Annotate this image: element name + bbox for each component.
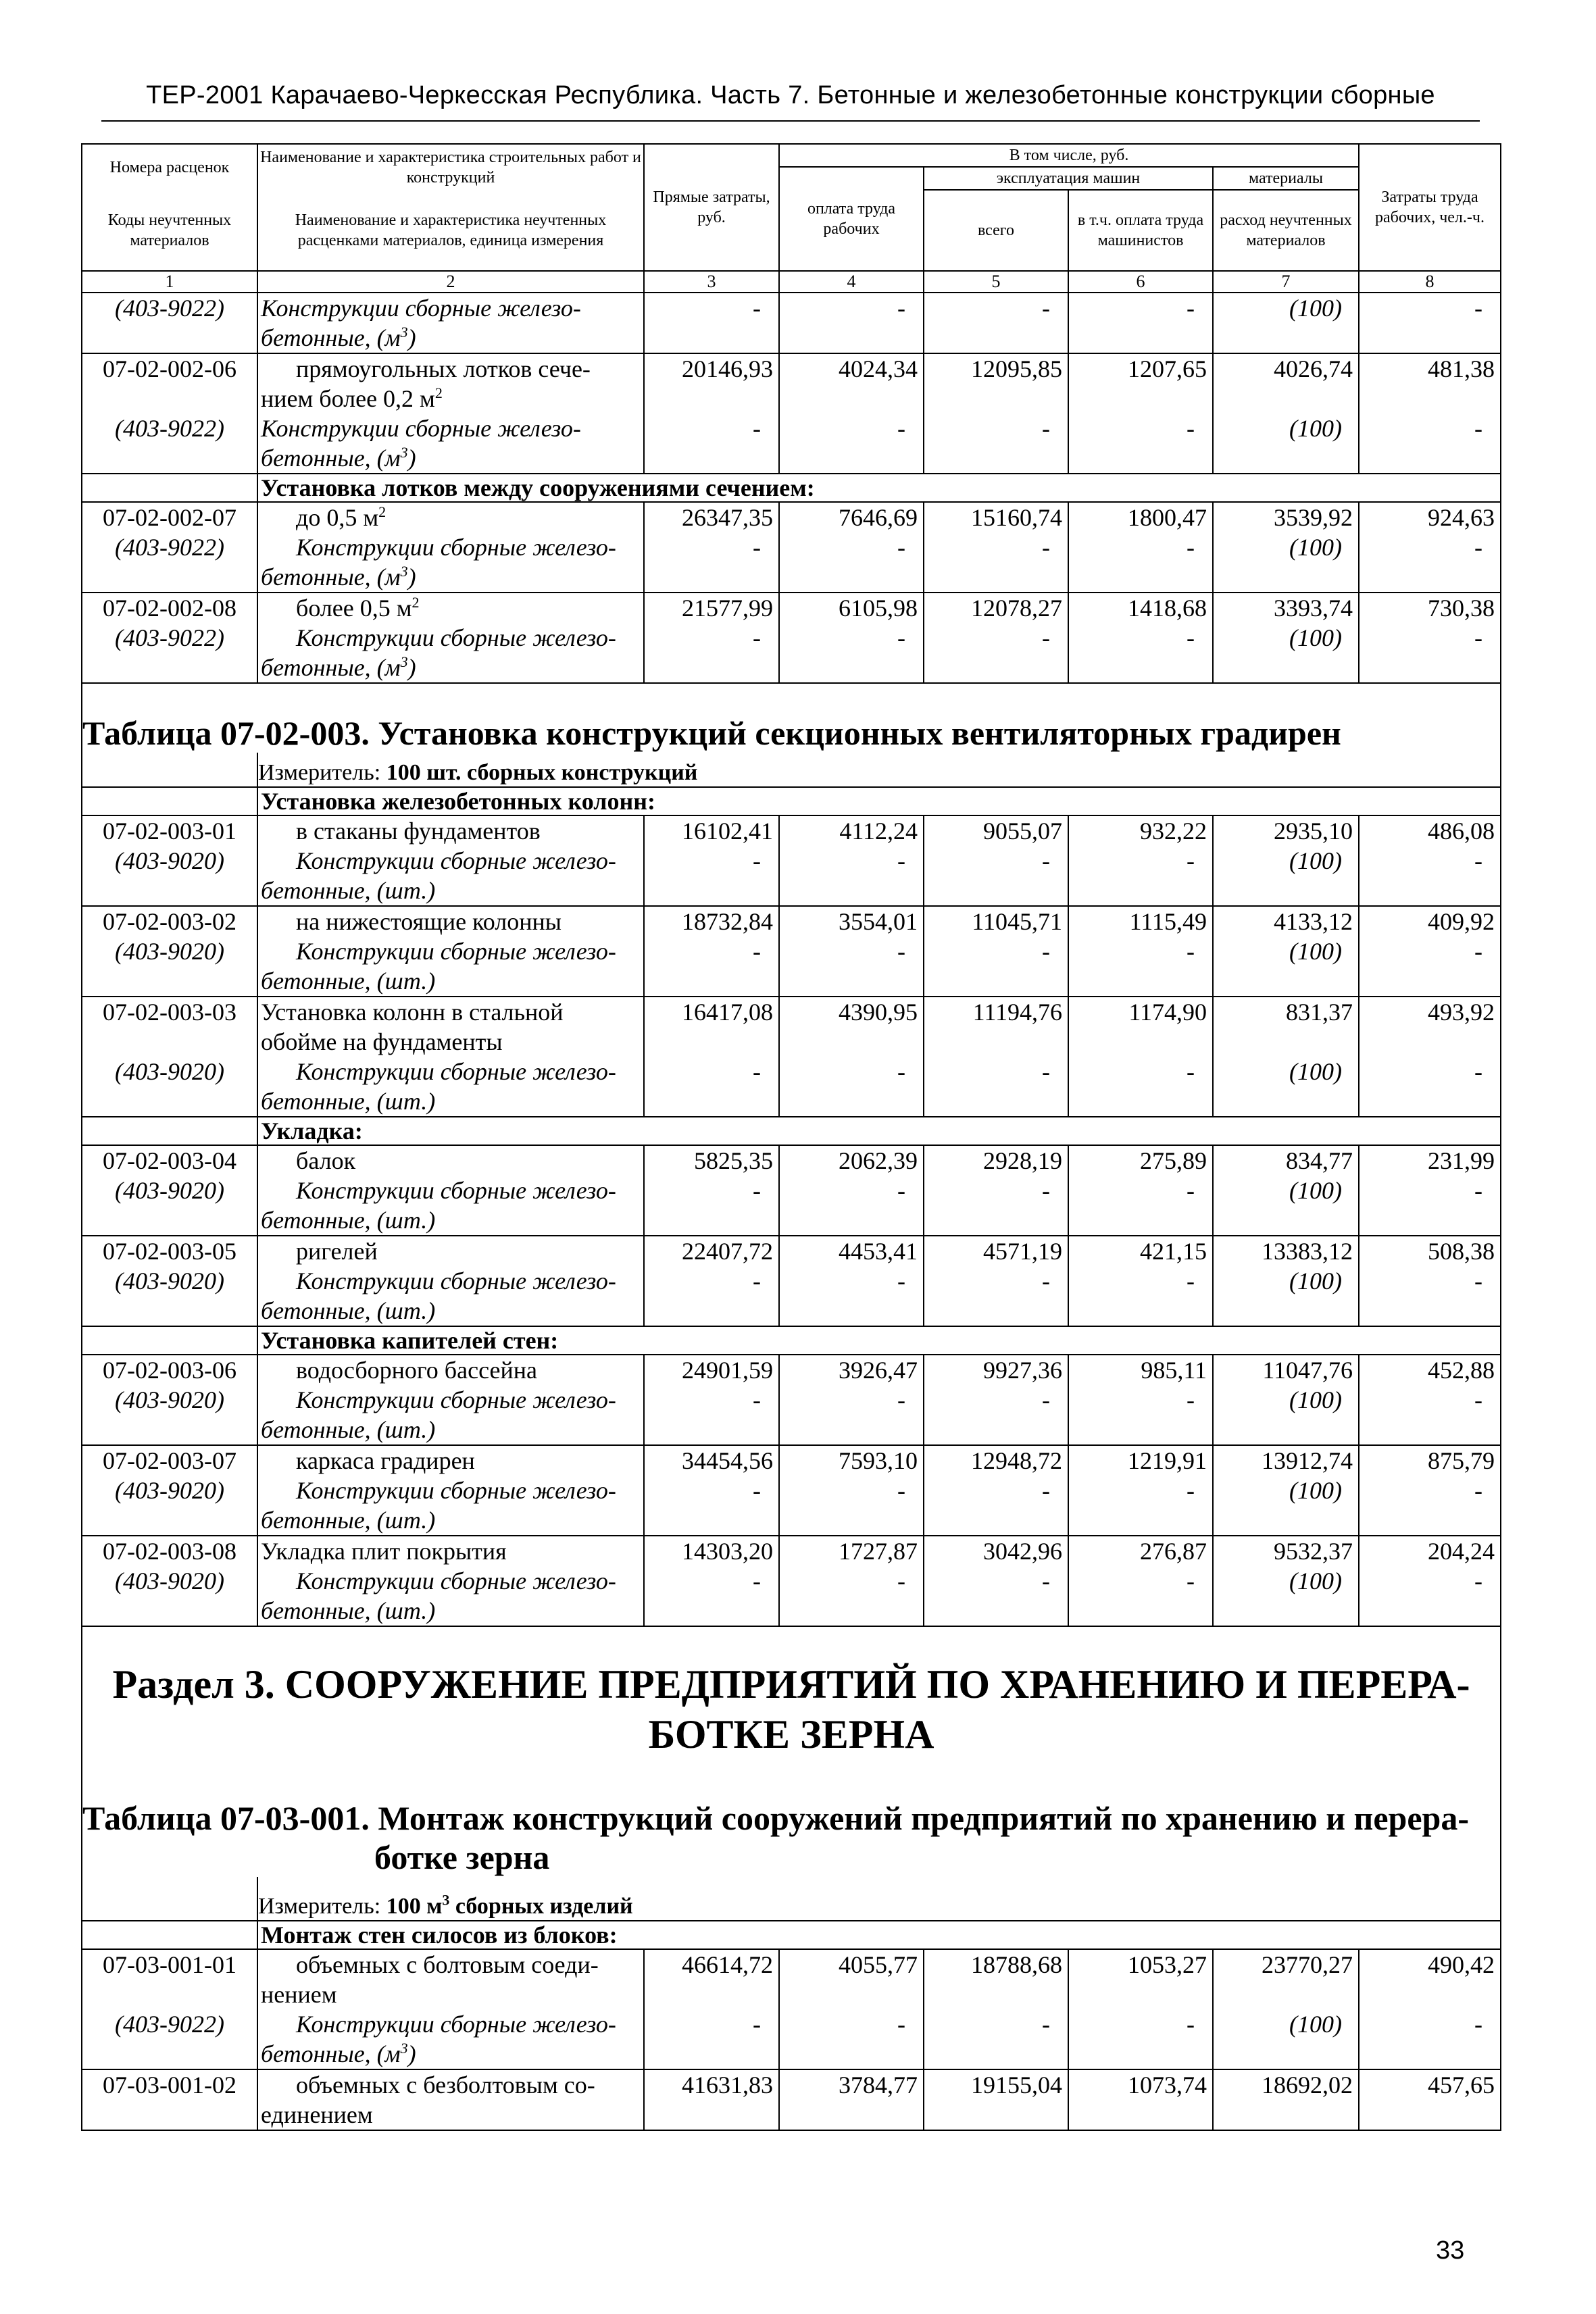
table-row: 07-02-003-01 в стаканы фундаментов 16102,41 4112,24 9055,07 932,22 2935,10 486,08: [82, 815, 1501, 846]
header-code-bottom: Коды неучтенных материалов: [82, 190, 257, 271]
table-row: (403-9020) Конструкции сборные железо- бетонные, (шт.) - - - - (100) -: [82, 1176, 1501, 1236]
table-row: (403-9022) Конструкции сборные железо- бетонные, $(м^3)$ - - - - (100) -: [82, 413, 1501, 474]
header-including: В том числе, руб.: [779, 144, 1359, 167]
measure-text: Измеритель: 100 $м^3$ сборных изделий: [257, 1877, 1501, 1921]
section-title-row: [82, 1626, 1501, 1784]
table-row: (403-9022) Конструкции сборные железо- бетонные, $(м^3)$ - - - - (100) -: [82, 623, 1501, 683]
table-row: 07-03-001-01 объемных с болтовым соеди- нением 46614,72 4055,77 18788,68 1053,27 23770,27 490,42: [82, 1949, 1501, 2009]
header-mach-labor: в т.ч. оплата труда машинистов: [1068, 190, 1213, 271]
rate-code: 07-02-002-06: [82, 353, 257, 413]
table-title-row: [82, 683, 1501, 753]
header-code-top: Номера расценок: [82, 144, 257, 190]
page-number: 33: [1436, 2236, 1465, 2265]
table-row: 07-02-003-06 водосборного бассейна 24901,59 3926,47 9927,36 985,11 11047,76 452,88: [82, 1355, 1501, 1385]
table-row: (403-9020) Конструкции сборные железо- бетонные, (шт.) - - - - (100) -: [82, 1385, 1501, 1445]
table-row: 07-02-002-08 более 0,5 $м^2$ 21577,99 6105,98 12078,27 1418,68 3393,74 730,38: [82, 593, 1501, 623]
table-row: 07-02-002-07 до 0,5 $м^2$ 26347,35 7646,69 15160,74 1800,47 3539,92 924,63: [82, 502, 1501, 532]
section-title: Раздел 3. СООРУЖЕНИЕ ПРЕДПРИЯТИЙ ПО ХРАНЕНИЮ И ПЕРЕРА- БОТКЕ ЗЕРНА: [82, 1626, 1501, 1784]
col-num-8: 8: [1359, 271, 1501, 293]
col-num-2: 2: [257, 271, 644, 293]
table-row: (403-9020) Конструкции сборные железо- бетонные, (шт.) - - - - (100) -: [82, 1566, 1501, 1626]
subheading-row: Установка железобетонных колонн:: [82, 787, 1501, 815]
measure-text: Измеритель: 100 шт. сборных конструкций: [257, 753, 1501, 787]
col-num-4: 4: [779, 271, 924, 293]
col-num-6: 6: [1068, 271, 1213, 293]
table-row: 07-02-003-05 ригелей 22407,72 4453,41 4571,19 421,15 13383,12 508,38: [82, 1236, 1501, 1266]
table-row: 07-02-003-07 каркаса градирен 34454,56 7593,10 12948,72 1219,91 13912,74 875,79: [82, 1445, 1501, 1476]
subheading-row: Монтаж стен силосов из блоков:: [82, 1921, 1501, 1949]
table-row: (403-9020) Конструкции сборные железо- бетонные, (шт.) - - - - (100) -: [82, 1057, 1501, 1117]
material-code: (403-9022): [82, 293, 257, 353]
price-table: [81, 143, 1501, 2131]
table-row: 07-02-002-06 прямоугольных лотков сече- нием более 0,2 $м^2$ 20146,93 4024,34 12095,85 1207,65 4026,74 481,38: [82, 353, 1501, 413]
table-title: Таблица 07-03-001. Монтаж конструкций сооружений предприятий по хранению и перера- ботке зерна: [82, 1784, 1501, 1877]
table-row: 07-03-001-02 объемных с безболтовым со- единением 41631,83 3784,77 19155,04 1073,74 18692,02 457,65: [82, 2069, 1501, 2130]
work-name: прямоугольных лотков сече- нием более 0,2 $м^2$: [257, 353, 644, 413]
table-row: (403-9020) Конструкции сборные железо- бетонные, (шт.) - - - - (100) -: [82, 846, 1501, 906]
page-header: ТЕР-2001 Карачаево-Черкесская Республика. Часть 7. Бетонные и железобетонные конструкции сборные: [146, 81, 1435, 109]
table-row: (403-9022) Конструкции сборные железо- бетонные, $(м^3)$ - - - - (100) -: [82, 532, 1501, 593]
table-title-row: [82, 1784, 1501, 1877]
col-num-5: 5: [924, 271, 1068, 293]
table-row: (403-9022) Конструкции сборные железо- бетонные, $(м^3)$ - - - - (100) -: [82, 2009, 1501, 2069]
header-labor: оплата труда рабочих: [779, 167, 924, 271]
col-num-3: 3: [644, 271, 779, 293]
table-row: 07-02-003-04 балок 5825,35 2062,39 2928,19 275,89 834,77 231,99: [82, 1145, 1501, 1176]
material-name: Конструкции сборные железо- бетонные, $(м^3)$: [257, 413, 644, 474]
header-rule: [101, 120, 1480, 122]
header-workhours: Затраты труда рабочих, чел.-ч.: [1359, 144, 1501, 271]
table-row: 07-02-003-03 Установка колонн в стальной обойме на фундаменты 16417,08 4390,95 11194,76 1174,90 831,37 493,92: [82, 997, 1501, 1057]
header-name-top: Наименование и характеристика строительных работ и конструкций: [257, 144, 644, 190]
subheading-row: Укладка:: [82, 1117, 1501, 1145]
table-row: 07-02-003-02 на нижестоящие колонны 18732,84 3554,01 11045,71 1115,49 4133,12 409,92: [82, 906, 1501, 936]
table-row: (403-9020) Конструкции сборные железо- бетонные, (шт.) - - - - (100) -: [82, 1266, 1501, 1326]
table-row: (403-9020) Конструкции сборные железо- бетонные, (шт.) - - - - (100) -: [82, 1476, 1501, 1536]
measure-row: [82, 1877, 1501, 1921]
table-row: (403-9022) Конструкции сборные железо- бетонные, $(м^3)$ - - - - (100) -: [82, 293, 1501, 353]
table-row: 07-02-003-08 Укладка плит покрытия 14303,20 1727,87 3042,96 276,87 9532,37 204,24: [82, 1536, 1501, 1566]
measure-row: [82, 753, 1501, 787]
header-machines: эксплуатация машин: [924, 167, 1213, 190]
header-materials: материалы: [1213, 167, 1359, 190]
header-mat-use: расход неучтенных материалов: [1213, 190, 1359, 271]
subheading-row: Установка лотков между сооружениями сечением:: [82, 474, 1501, 502]
subheading-row: Установка капителей стен:: [82, 1326, 1501, 1355]
col-num-1: 1: [82, 271, 257, 293]
header-mach-total: всего: [924, 190, 1068, 271]
table-row: (403-9020) Конструкции сборные железо- бетонные, (шт.) - - - - (100) -: [82, 936, 1501, 997]
col-num-7: 7: [1213, 271, 1359, 293]
header-name-bottom: Наименование и характеристика неучтенных расценками материалов, единица измерения: [257, 190, 644, 271]
header-direct-costs: Прямые затраты, руб.: [644, 144, 779, 271]
table-title: Таблица 07-02-003. Установка конструкций секционных вентиляторных градирен: [82, 683, 1501, 753]
column-numbers: [82, 271, 1501, 293]
material-name: Конструкции сборные железо- бетонные, $(м^3)$: [257, 293, 644, 353]
